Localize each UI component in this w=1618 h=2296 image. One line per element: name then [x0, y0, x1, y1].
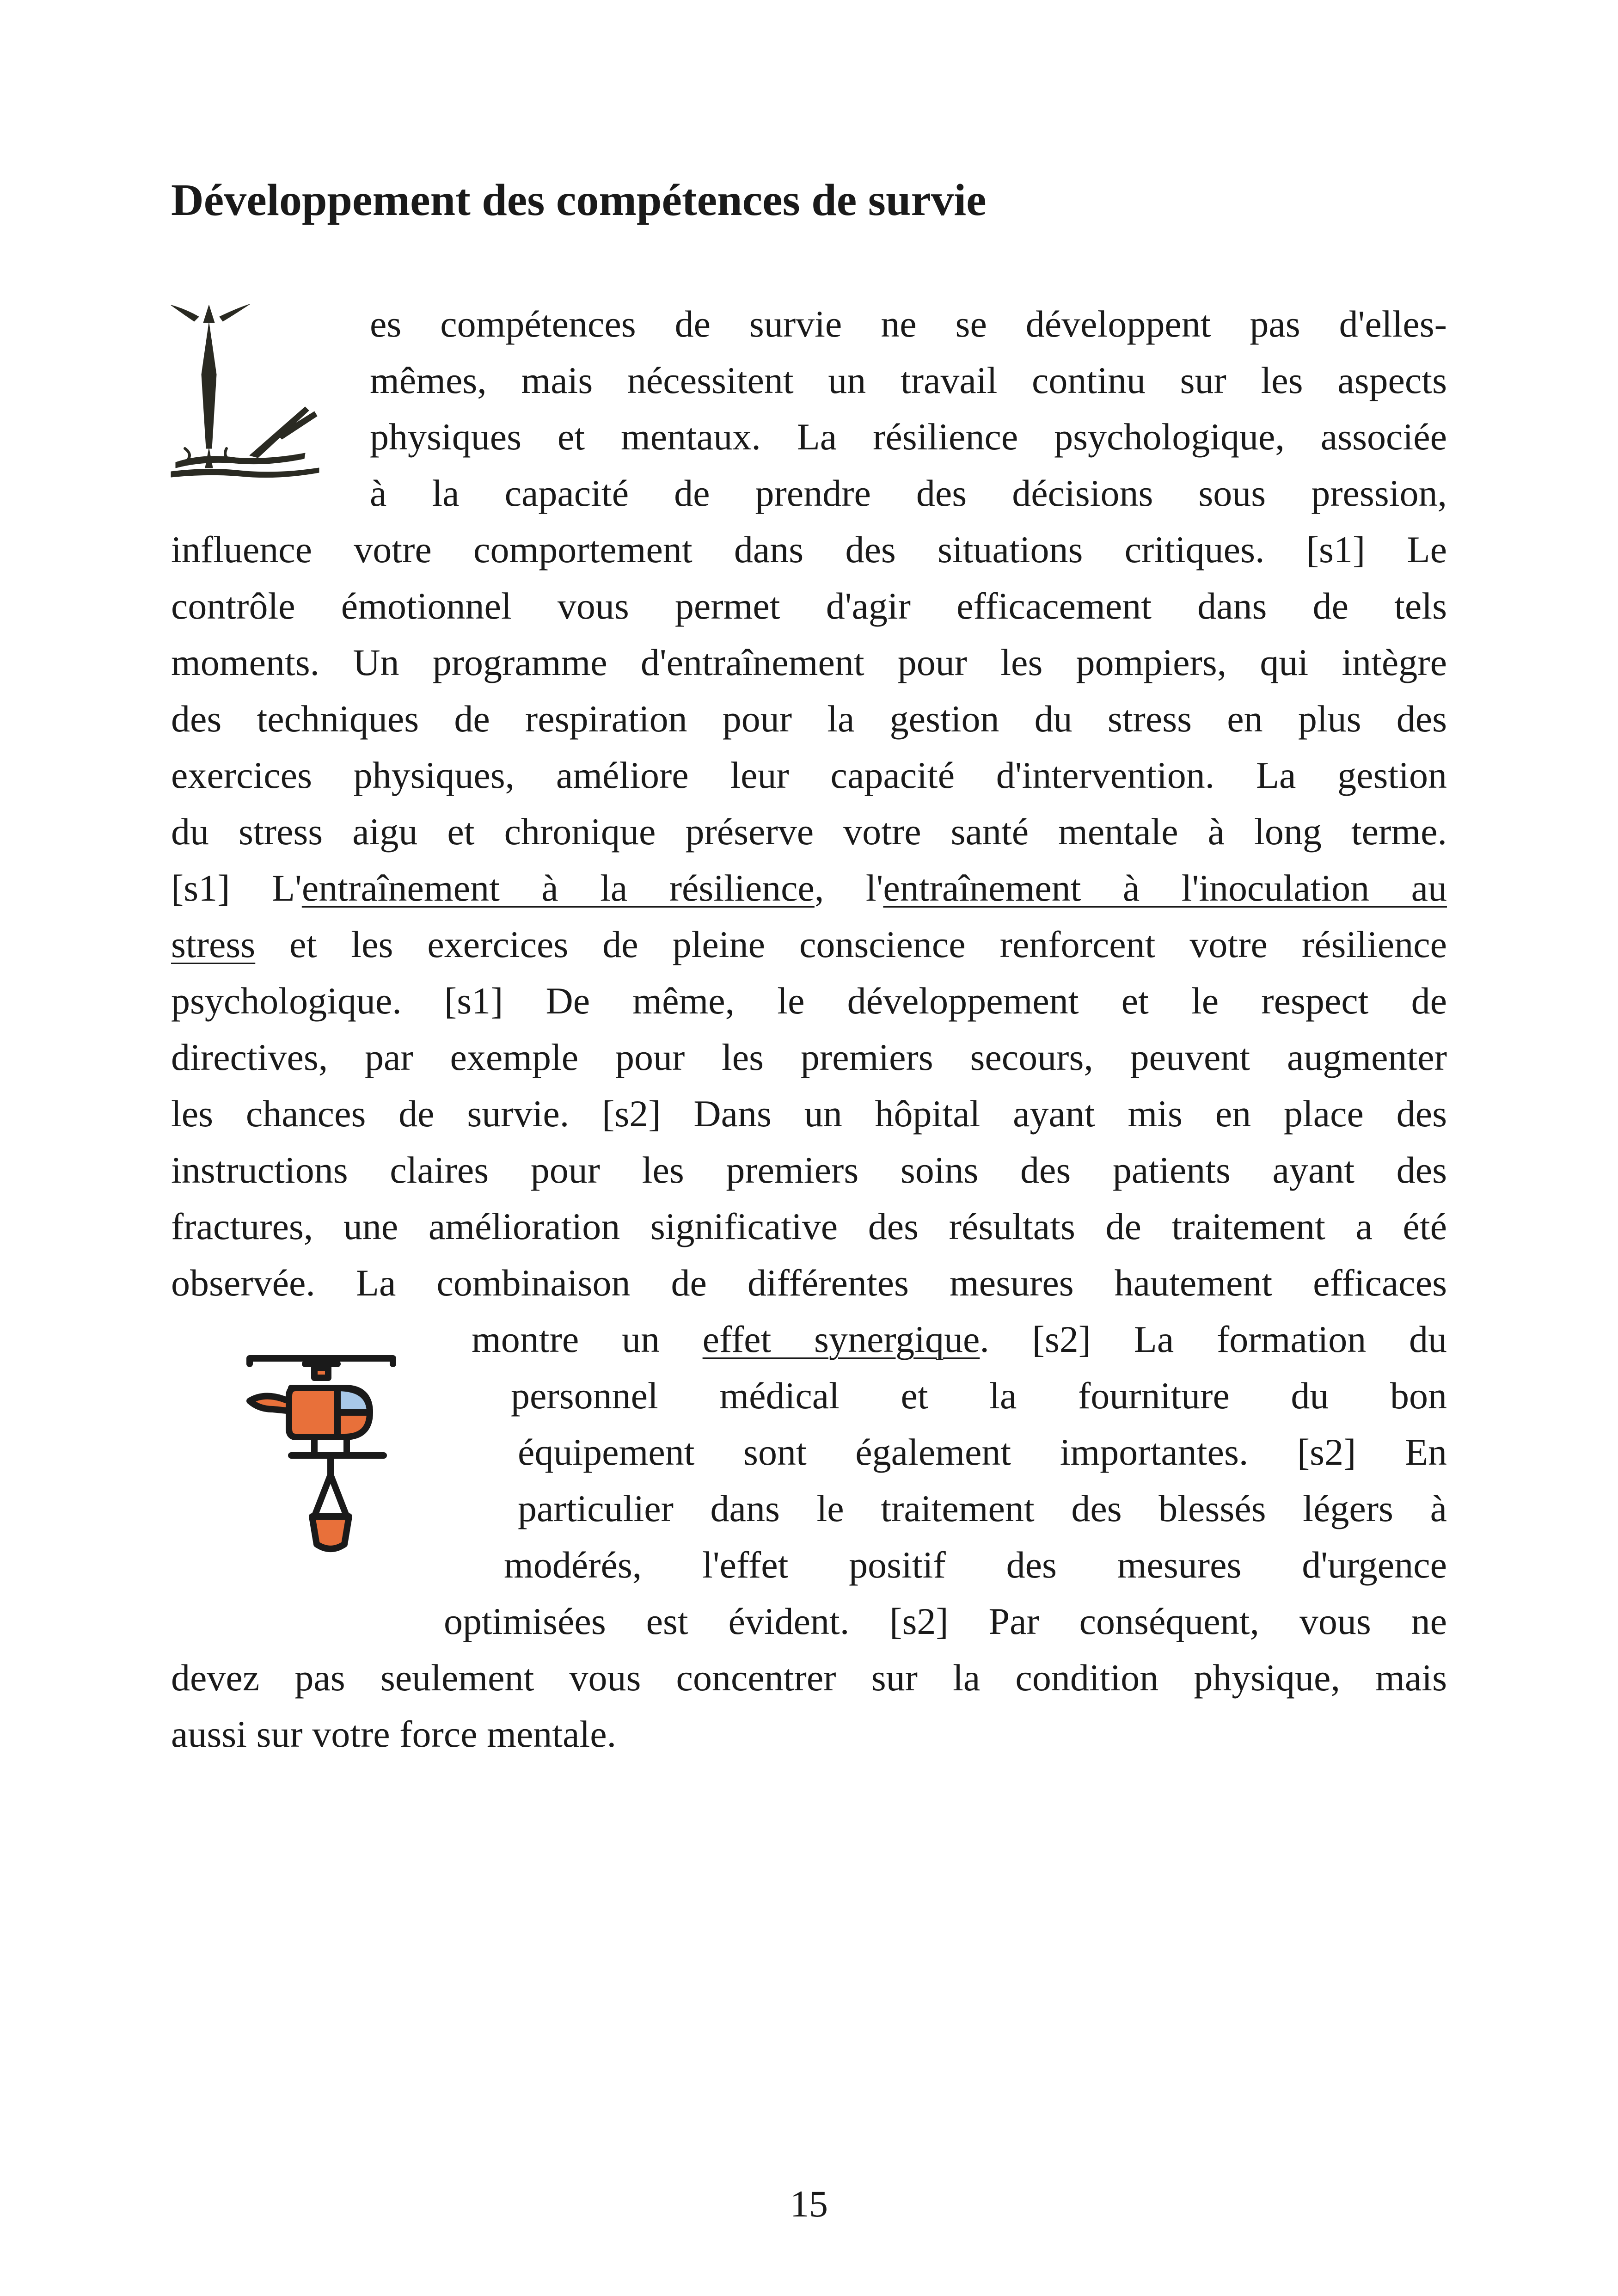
- text-line: psychologique. [s1] De même, le développement et le respect de: [171, 980, 1447, 1022]
- text-line: aussi sur votre force mentale.: [171, 1713, 617, 1755]
- link-synergistic-effect[interactable]: effet synergique: [702, 1318, 980, 1360]
- text-line: [s1] L'entraînement à la résilience, l'entraînement à l'inoculation au: [171, 867, 1447, 909]
- text-line: modérés, l'effet positif des mesures d'urgence: [504, 1544, 1447, 1586]
- text-line: es compétences de survie ne se développent pas d'elles-: [370, 303, 1447, 345]
- rescue-helicopter-icon: [245, 1350, 402, 1590]
- page-number: 15: [790, 2183, 828, 2225]
- text-line: à la capacité de prendre des décisions sous pression,: [370, 472, 1447, 514]
- link-resilience-training[interactable]: entraînement à la résilience: [301, 867, 815, 909]
- text-line: instructions claires pour les premiers soins des patients ayant des: [171, 1149, 1447, 1191]
- text-line: les chances de survie. [s2] Dans un hôpital ayant mis en place des: [171, 1093, 1447, 1135]
- text-line: fractures, une amélioration significative des résultats de traitement a été: [171, 1205, 1447, 1247]
- text-line: particulier dans le traitement des blessés légers à: [518, 1487, 1447, 1529]
- ornamental-letter-l-icon: [166, 296, 342, 499]
- text-line: contrôle émotionnel vous permet d'agir efficacement dans de tels: [171, 585, 1447, 627]
- link-stress-inoculation-training-continued[interactable]: stress: [171, 923, 256, 965]
- text-line: influence votre comportement dans des situations critiques. [s1] Le: [171, 528, 1447, 571]
- text-line: montre un effet synergique. [s2] La formation du: [472, 1318, 1447, 1360]
- text-line: devez pas seulement vous concentrer sur la condition physique, mais: [171, 1657, 1447, 1699]
- link-stress-inoculation-training[interactable]: entraînement à l'inoculation au: [883, 867, 1447, 909]
- text-line: mêmes, mais nécessitent un travail continu sur les aspects: [370, 359, 1447, 401]
- text-line: physiques et mentaux. La résilience psychologique, associée: [370, 416, 1447, 458]
- text-line: du stress aigu et chronique préserve votre santé mentale à long terme.: [171, 810, 1447, 853]
- text-line: exercices physiques, améliore leur capacité d'intervention. La gestion: [171, 754, 1447, 796]
- text-line: personnel médical et la fourniture du bon: [511, 1375, 1447, 1417]
- text-line: optimisées est évident. [s2] Par conséquent, vous ne: [444, 1600, 1447, 1642]
- text-line: directives, par exemple pour les premiers secours, peuvent augmenter: [171, 1036, 1447, 1078]
- text-line: observée. La combinaison de différentes mesures hautement efficaces: [171, 1262, 1447, 1304]
- text-line: stress et les exercices de pleine conscience renforcent votre résilience: [171, 923, 1447, 965]
- text-line: équipement sont également importantes. [s2] En: [518, 1431, 1447, 1473]
- text-line: des techniques de respiration pour la gestion du stress en plus des: [171, 698, 1447, 740]
- text-line: moments. Un programme d'entraînement pour les pompiers, qui intègre: [171, 641, 1447, 683]
- page-title: Développement des compétences de survie: [171, 175, 987, 225]
